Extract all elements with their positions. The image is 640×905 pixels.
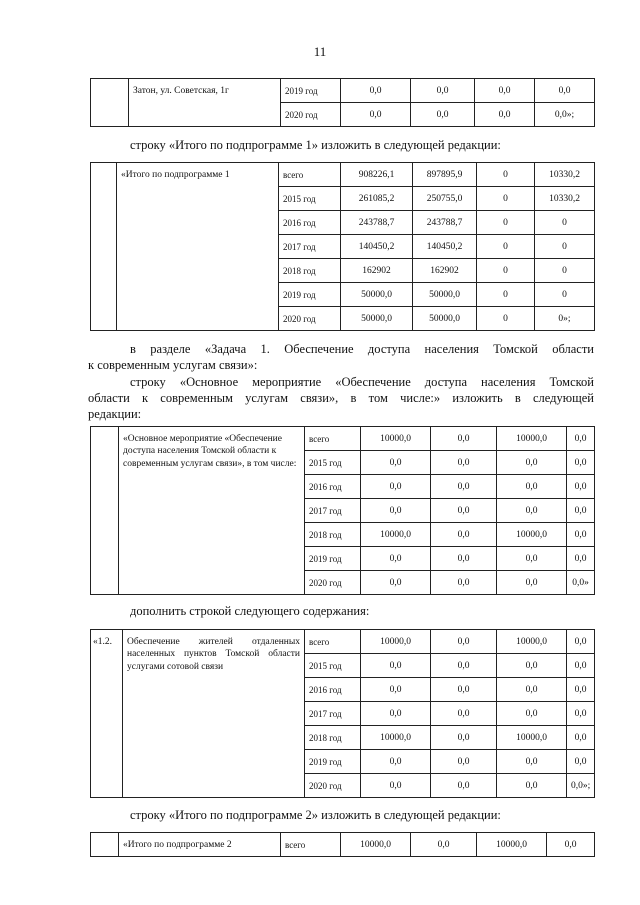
value-cell: 0,0 [431,726,497,750]
value-cell: 0,0 [567,630,595,654]
value-cell: 10000,0 [497,630,567,654]
value-cell: 243788,7 [341,211,413,235]
year-cell: 2016 год [279,211,341,235]
value-cell: 0,0 [497,750,567,774]
value-cell: 50000,0 [341,307,413,331]
value-cell: 0,0 [497,499,567,523]
year-cell: 2017 год [305,499,361,523]
value-cell: 0»; [535,307,595,331]
value-cell: 0,0 [361,774,431,798]
value-cell: 10330,2 [535,187,595,211]
value-cell: 10000,0 [497,427,567,451]
value-cell: 0,0 [567,499,595,523]
year-cell: 2015 год [305,451,361,475]
page-number: 11 [313,44,327,59]
value-cell: 0,0 [567,726,595,750]
value-cell: 0 [477,163,535,187]
value-cell: 0,0 [361,475,431,499]
value-cell: 0,0»; [567,774,595,798]
value-cell: 0,0 [497,547,567,571]
value-cell: 0,0 [431,547,497,571]
year-cell: 2020 год [305,571,361,595]
table-row [91,79,595,103]
year-cell: 2015 год [279,187,341,211]
year-cell: всего [305,427,361,451]
value-cell: 0,0 [431,750,497,774]
value-cell: 261085,2 [341,187,413,211]
year-cell: 2018 год [305,726,361,750]
value-cell: 0 [477,307,535,331]
year-cell: всего [281,833,341,857]
empty-cell [91,833,119,857]
value-cell: 0,0 [361,571,431,595]
value-cell: 0,0 [411,103,475,127]
empty-cell [129,103,281,127]
year-cell: 2015 год [305,654,361,678]
value-cell: 0,0 [411,79,475,103]
value-cell: 10000,0 [497,523,567,547]
value-cell: 0 [535,235,595,259]
table-row [91,630,595,654]
value-cell: 0,0 [341,79,411,103]
value-cell: 140450,2 [341,235,413,259]
value-cell: 10000,0 [361,630,431,654]
value-cell: 0 [477,259,535,283]
value-cell: 0,0»; [535,103,595,127]
value-cell: 0,0 [497,451,567,475]
value-cell: 10330,2 [535,163,595,187]
value-cell: 0,0 [431,475,497,499]
empty-cell [91,79,129,127]
table-5 [90,832,595,857]
paragraph-3 [88,374,594,422]
paragraph-line: к современным услугам связи»: [88,358,258,372]
value-cell: 0,0 [567,702,595,726]
value-cell: 897895,9 [413,163,477,187]
value-cell: 0 [477,187,535,211]
value-cell: 10000,0 [361,523,431,547]
table-1 [90,78,595,127]
value-cell: 0 [535,283,595,307]
value-cell: 250755,0 [413,187,477,211]
table-4 [90,629,595,798]
value-cell: 10000,0 [497,726,567,750]
value-cell: 10000,0 [477,833,547,857]
value-cell: 10000,0 [361,726,431,750]
value-cell: 10000,0 [341,833,411,857]
value-cell: 0,0 [431,654,497,678]
table-row [91,103,595,127]
year-cell: 2020 год [281,103,341,127]
value-cell: 0,0 [567,523,595,547]
value-cell: 0 [477,235,535,259]
value-cell: 0,0 [567,678,595,702]
row-label: «Итого по подпрограмме 1 [117,163,279,331]
table-row [91,833,595,857]
value-cell: 0,0 [361,678,431,702]
value-cell: 0,0 [431,678,497,702]
table-3 [90,426,595,595]
value-cell: 0,0 [567,654,595,678]
value-cell: 0,0 [361,750,431,774]
value-cell: 0,0 [431,571,497,595]
table-row [91,163,595,187]
value-cell: 0,0 [431,702,497,726]
value-cell: 0,0 [497,475,567,499]
value-cell: 140450,2 [413,235,477,259]
year-cell: всего [305,630,361,654]
row-label: «Итого по подпрограмме 2 [119,833,281,857]
value-cell: 50000,0 [341,283,413,307]
value-cell: 0 [535,211,595,235]
year-cell: 2019 год [281,79,341,103]
row-label: «Основное мероприятие «Обеспечение доступа населения Томской области к современным услугам связи», в том числе: [119,427,305,595]
value-cell: 0,0 [341,103,411,127]
paragraph-line: строку «Основное мероприятие «Обеспечение доступа населения Томской [130,375,594,389]
item-number: «1.2. [91,630,123,798]
value-cell: 0,0 [567,427,595,451]
value-cell: 0,0 [475,79,535,103]
value-cell: 0 [535,259,595,283]
row-label: Обеспечение жителей отдаленных населенных пунктов Томской области услугами сотовой связи [123,630,305,798]
paragraph-2 [88,341,594,373]
value-cell: 0,0 [361,499,431,523]
year-cell: 2018 год [305,523,361,547]
year-cell: 2016 год [305,475,361,499]
value-cell: 908226,1 [341,163,413,187]
value-cell: 0,0 [431,630,497,654]
paragraph-line: в разделе «Задача 1. Обеспечение доступа населения Томской области [130,342,594,356]
value-cell: 0,0 [535,79,595,103]
value-cell: 0,0 [497,774,567,798]
value-cell: 0,0» [567,571,595,595]
value-cell: 0,0 [431,427,497,451]
value-cell: 0 [477,211,535,235]
value-cell: 162902 [413,259,477,283]
value-cell: 0,0 [361,702,431,726]
value-cell: 0,0 [567,451,595,475]
year-cell: 2018 год [279,259,341,283]
value-cell: 0,0 [361,547,431,571]
value-cell: 0,0 [361,451,431,475]
value-cell: 10000,0 [361,427,431,451]
value-cell: 0,0 [411,833,477,857]
value-cell: 0,0 [497,571,567,595]
value-cell: 0,0 [547,833,595,857]
year-cell: всего [279,163,341,187]
year-cell: 2019 год [279,283,341,307]
row-label: Затон, ул. Советская, 1г [129,79,281,103]
paragraph-1: строку «Итого по подпрограмме 1» изложить в следующей редакции: [130,138,501,152]
value-cell: 0,0 [431,523,497,547]
empty-cell [91,427,119,595]
value-cell: 162902 [341,259,413,283]
value-cell: 0,0 [567,547,595,571]
table-row [91,427,595,451]
value-cell: 0,0 [567,475,595,499]
year-cell: 2017 год [305,702,361,726]
year-cell: 2016 год [305,678,361,702]
paragraph-line: области к современным услугам связи», в том числе:» изложить в следующей [88,391,594,405]
value-cell: 0,0 [431,451,497,475]
value-cell: 0,0 [567,750,595,774]
value-cell: 0,0 [475,103,535,127]
empty-cell [91,163,117,331]
value-cell: 0,0 [431,499,497,523]
value-cell: 50000,0 [413,307,477,331]
paragraph-4: дополнить строкой следующего содержания: [130,604,370,618]
paragraph-5: строку «Итого по подпрограмме 2» изложить в следующей редакции: [130,808,501,822]
value-cell: 0,0 [497,678,567,702]
value-cell: 0 [477,283,535,307]
year-cell: 2020 год [305,774,361,798]
value-cell: 0,0 [497,654,567,678]
value-cell: 243788,7 [413,211,477,235]
year-cell: 2019 год [305,750,361,774]
value-cell: 50000,0 [413,283,477,307]
value-cell: 0,0 [497,702,567,726]
year-cell: 2020 год [279,307,341,331]
year-cell: 2017 год [279,235,341,259]
value-cell: 0,0 [431,774,497,798]
paragraph-line: редакции: [88,407,142,421]
year-cell: 2019 год [305,547,361,571]
table-2 [90,162,595,331]
value-cell: 0,0 [361,654,431,678]
